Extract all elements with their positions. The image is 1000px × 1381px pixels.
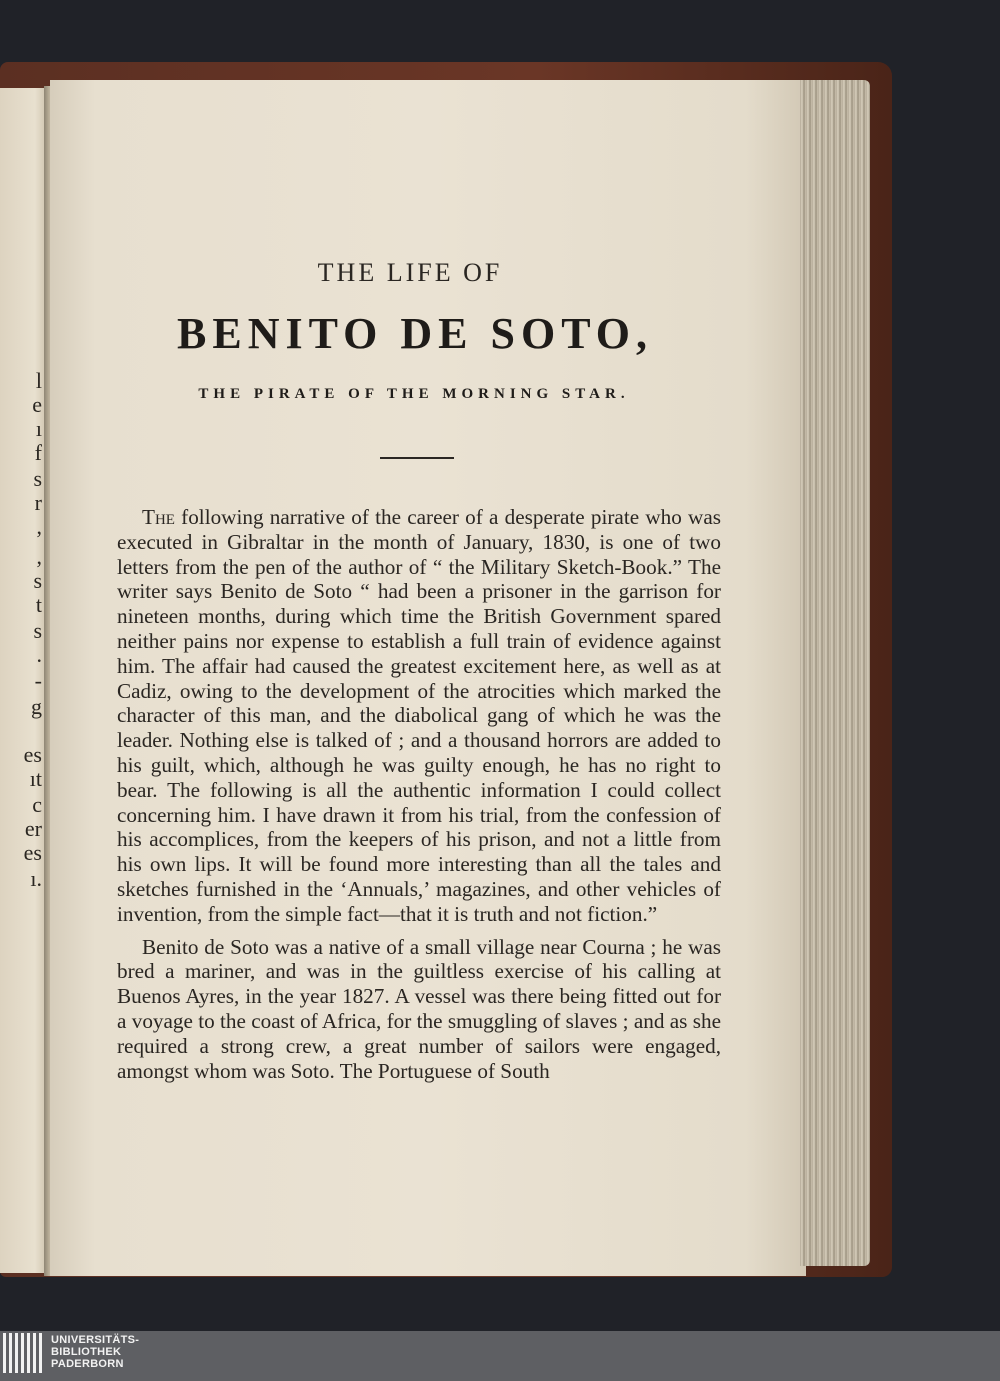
subtitle: THE PIRATE OF THE MORNING STAR. [198, 386, 630, 402]
title-rule [380, 457, 454, 459]
library-logo-icon [3, 1333, 43, 1377]
logo-line-3: PADERBORN [51, 1358, 124, 1370]
left-page-fragment: er [24, 816, 42, 841]
left-page-fragment: l [35, 368, 42, 393]
paragraph-2: Benito de Soto was a native of a small village near Courna ; he was bred a mariner, and was in the guiltless exercise of his calling at Buenos Ayres, in the year 1827. A vessel was there being fitted out for a voyage to the coast of Africa, for the smuggling of slaves ; and as she required a strong crew, a great number of sailors were engaged, amongst whom was Soto. The Portuguese of South [117, 934, 721, 1083]
logo-line-2: BIBLIOTHEK [51, 1346, 122, 1358]
left-page-fragment: f [34, 440, 42, 465]
footer-bar [0, 1331, 1000, 1381]
left-page-fragment: g [31, 694, 42, 719]
left-page-fragment: s [33, 568, 42, 593]
left-page-fragment: ı. [30, 866, 42, 891]
left-page-fragment: es [23, 742, 42, 767]
left-page-fragment: . [36, 642, 42, 667]
left-page-fragment: s [33, 618, 42, 643]
left-page-fragment: , [36, 514, 42, 539]
library-logo-text [51, 1334, 139, 1370]
body-text [117, 505, 721, 1083]
left-page-fragment: , [36, 544, 42, 569]
left-page-fragment: es [23, 840, 42, 865]
left-page-fragment: ı [35, 416, 42, 441]
title-line-1: THE LIFE OF [317, 258, 503, 287]
left-page-fragment: ıt [29, 766, 42, 791]
left-page-fragment: s [33, 466, 42, 491]
left-page-fragment: - [34, 668, 42, 693]
left-page-fragment: e [32, 392, 42, 417]
paragraph-1-text: following narrative of the career of a desperate pirate who was executed in Gibraltar in the month of January, 1830, is one of two letters from the pen of the author of “ the Military Sketch-Book.” The writer says Benito de Soto “ had been a prisoner in the garrison for nineteen months, during which time the British Government spared neither pains nor expense to establish a full train of evidence against him. The affair had caused the greatest excitement here, as well as at Cadiz, owing to the development of the atrocities which marked the character of this man, and the diabolical gang of which he was the leader. Nothing else is talked of ; and a thousand horrors are added to his guilt, which, although he was guilty enough, he has no right to bear. The following is all the authentic information I could collect concerning him. I have drawn it from his trial, from the confession of his accomplices, from the keepers of his prison, and not a little from his own lips. It will be found more interesting than all the tales and sketches furnished in the ‘Annuals,’ magazines, and other vehicles of invention, from the simple fact—that it is truth and not fiction.” [117, 505, 721, 926]
paragraph-1-lead: The [142, 505, 175, 529]
left-page-fragment: c [32, 792, 42, 817]
title-line-2: BENITO DE SOTO, [177, 309, 653, 358]
left-page-fragment: t [35, 592, 42, 617]
logo-line-1: UNIVERSITÄTS- [51, 1334, 140, 1346]
left-page-fragment: r [34, 490, 42, 515]
paragraph-1 [117, 505, 721, 927]
